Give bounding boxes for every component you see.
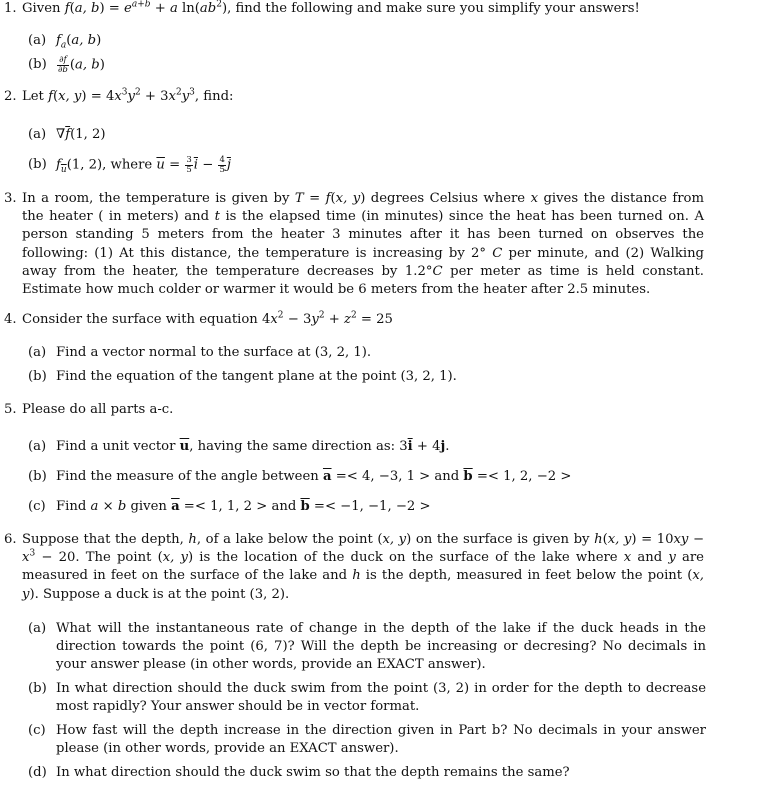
part-label: (b) [28, 157, 47, 172]
part-label: (d) [28, 765, 47, 780]
problem-6-part-b: (b) In what direction should the duck swim from the point (3, 2) in order for the depth to decrease most rapidly? Your answer should be in vector format. [28, 681, 706, 715]
problem-6-part-c: (c) How fast will the depth increase in the direction given in Part b? No decimals in your answer please (in other words, provide an EXACT answer). [28, 723, 706, 757]
part-label: (b) [28, 469, 47, 484]
part-label: (b) [28, 57, 47, 72]
problem-5-part-c: (c) Find a × b given $\overline{a} =< 1$, 1, 2 > and $\overline{b} =< -1$, −1, −2 > [28, 498, 706, 516]
problem-4-part-b: (b) Find the equation of the tangent plane at the point (3, 2, 1). [28, 368, 706, 386]
problem-stem: In a room, the temperature is given by T = f(x, y) degrees Celsius where x gives the distance from the heater ( in meters) and t is the elapsed time (in minutes) since the heat has been turned on. A person standing 5 meters from the heater 3 minutes after it has been turned on observes the following: (1) At this distance, the temperature is increasing by 2° C per minute, and (2) Walking away from the heater, the temperature decreases by 1.2°C per meter as time is held constant. Estimate how much colder or warmer it would be 6 meters from the heater after 2.5 minutes. [22, 191, 704, 298]
problem-2 [4, 88, 704, 106]
problem-6 [4, 531, 704, 604]
problem-1 [4, 0, 704, 18]
part-label: (a) [28, 33, 47, 48]
problem-stem: Suppose that the depth, h, of a lake below the point (x, y) on the surface is given by h(x, $y) = 10xy - x^3 - 20$. The point (x, y) is the location of the duck on the surface of the lake where x and y are measured in feet on the surface of the lake and h is the depth, measured in feet below the point (x, y). Suppose a duck is at the point (3, 2). [22, 532, 704, 602]
problem-1-part-a: (a) $f_a(a$, b) [28, 33, 102, 51]
part-label: (c) [28, 499, 46, 514]
problem-stem: Given f(a, $b) = e^{a+b} + a$ $\ln(ab^2)$, find the following and make sure you simplify your answers! [22, 0, 640, 16]
problem-5 [4, 401, 704, 419]
problem-stem: Let f(x, $y) = 4x^3y^2 + 3x^2y^3$, find: [22, 87, 234, 104]
part-label: (a) [28, 127, 47, 142]
problem-stem: Consider the surface with equation $4x^2 - 3y^2 + z^2 = 25$ [22, 310, 393, 327]
problem-4 [4, 311, 704, 329]
problem-2-part-b: (b) $f_{\overline{u}}(1$, 2), where $\overline{u}$ = $\frac{3}{5}$ $\overline{i}$ − $\frac{4}{5}$ $\overline{j}$ [28, 155, 231, 176]
problem-6-part-d: (d) In what direction should the duck swim so that the depth remains the same? [28, 764, 706, 782]
problem-3 [4, 190, 704, 299]
problem-number: 4. [4, 312, 17, 327]
problem-5-part-a: (a) Find a unit vector $\overline{u}$, having the same direction as: $3\overline{i} + 4j$. [28, 438, 706, 456]
problem-4-part-a: (a) Find a vector normal to the surface at (3, 2, 1). [28, 344, 706, 362]
problem-number: 3. [4, 191, 17, 206]
problem-6-part-a: (a) What will the instantaneous rate of change in the depth of the lake if the duck heads in the direction towards the point (6, 7)? Will the depth be increasing or decresing? No decimals in your answer please (in other words, provide an EXACT answer). [28, 621, 706, 673]
problem-2-part-a: (a) $\nabla\overline{f}(1$, 2) [28, 126, 706, 144]
problem-number: 1. [4, 1, 17, 16]
part-label: (a) [28, 345, 47, 360]
part-label: (a) [28, 621, 47, 636]
part-label: (a) [28, 439, 47, 454]
problem-number: 6. [4, 532, 17, 547]
part-label: (c) [28, 723, 46, 738]
problem-number: 2. [4, 89, 17, 104]
problem-stem: Please do all parts a-c. [22, 402, 174, 417]
problem-number: 5. [4, 402, 17, 417]
part-label: (b) [28, 681, 47, 696]
problem-5-part-b: (b) Find the measure of the angle between $\overline{a} =< 4$, −3, 1 > and $\overline{b} =< 1$, 2, −2 > [28, 468, 706, 486]
problem-1-part-b: (b) $\frac{\partial f}{\partial b}$ (a, b) [28, 55, 105, 75]
part-label: (b) [28, 369, 47, 384]
